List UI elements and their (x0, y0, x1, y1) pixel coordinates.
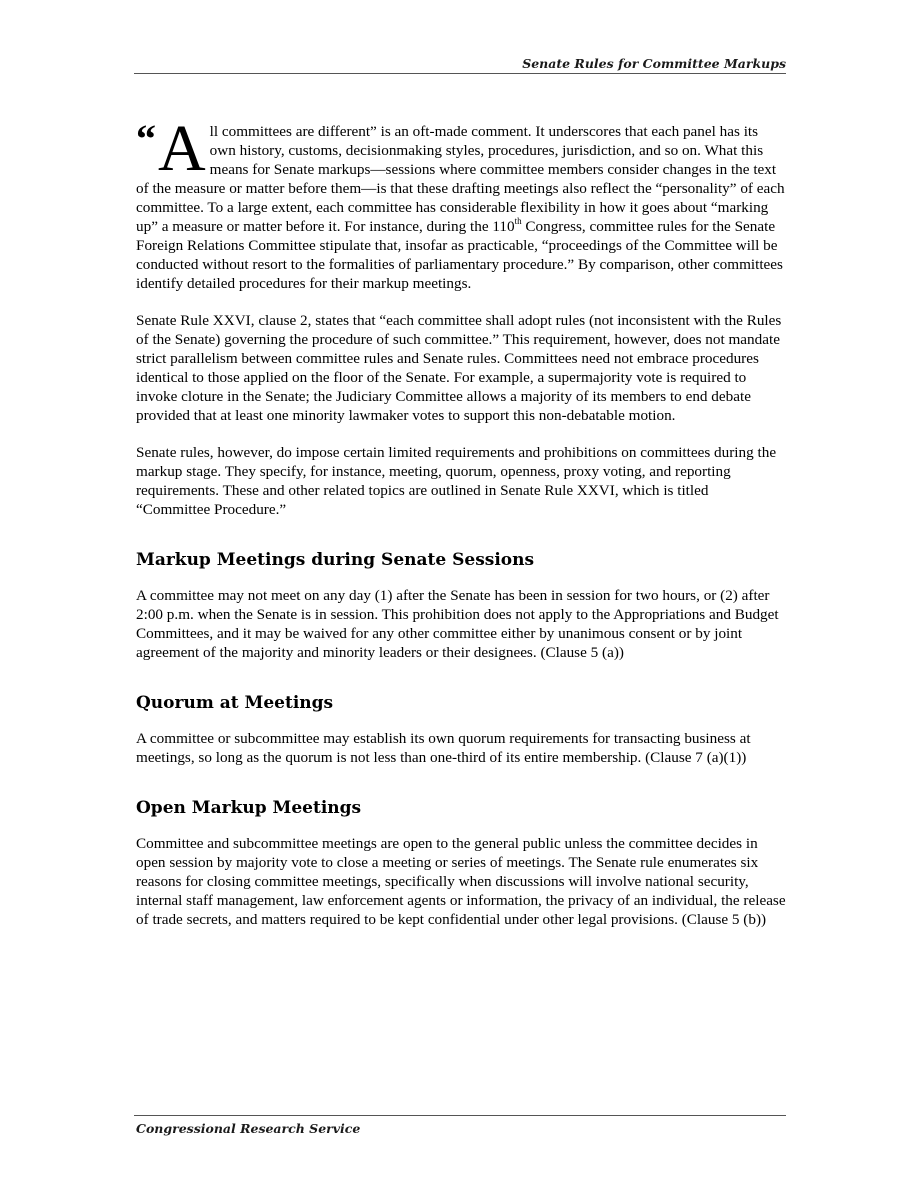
drop-cap (136, 112, 206, 185)
header-rule (134, 73, 786, 74)
intro-paragraph-3: Senate rules, however, do impose certain limited requirements and prohibitions on committees during the markup stage. They specify, for instance, meeting, quorum, openness, proxy voting, and reporting requirements. These and other related topics are outlined in Senate Rule XXVI, which is titled “Committee Procedure.” (136, 444, 777, 518)
intro-paragraph-1-text-b: Congress, committee rules for the Senate Foreign Relations Committee stipulate that, insofar as practicable, “proceedings of the Committee will be conducted without resort to the formalities of parliamentary procedure.” By comparison, other committees identify detailed procedures for their markup meetings. (136, 218, 783, 292)
section-text-quorum: A committee or subcommittee may establish its own quorum requirements for transacting business at meetings, so long as the quorum is not less than one-third of its entire membership. (Clause 7 (a)(1)) (136, 730, 751, 766)
running-header-title: Senate Rules for Committee Markups (522, 56, 786, 71)
intro-paragraph-1-text-a: ll committees are different” is an oft-made comment. It underscores that each panel has its own history, customs, decisionmaking styles, procedures, jurisdiction, and so on. What this means for Senate markups—sessions where committee members consider changes in the text of the measure or matter before them—is that these drafting meetings also reflect the “personality” of each committee. To a large extent, each committee has considerable flexibility in how it goes about “marking up” a measure or matter before it. For instance, during the 110 (136, 123, 785, 235)
section-heading-quorum: Quorum at Meetings (136, 693, 334, 713)
footer-rule (134, 1115, 786, 1116)
intro-paragraph-2: Senate Rule XXVI, clause 2, states that “each committee shall adopt rules (not inconsistent with the Rules of the Senate) governing the procedure of such committee.” This requirement, however, does not mandate strict parallelism between committee rules and Senate rules. Committees need not embrace procedures identical to those applied on the floor of the Senate. For example, a supermajority vote is required to invoke cloture in the Senate; the Judiciary Committee allows a majority of its members to end debate provided that at least one minority lawmaker votes to support this non-debatable motion. (136, 312, 782, 424)
running-footer: Congressional Research Service (136, 1121, 361, 1136)
document-body (136, 112, 786, 947)
section-heading-open-meetings: Open Markup Meetings (136, 798, 362, 818)
drop-cap-quote: “ (136, 116, 156, 161)
section-heading-markup-meetings: Markup Meetings during Senate Sessions (136, 550, 535, 570)
section-text-open-meetings: Committee and subcommittee meetings are open to the general public unless the committee decides in open session by majority vote to close a meeting or series of meetings. The Senate rule enumerates six reasons for closing committee meetings, specifically when discussions will involve national security, internal staff management, law enforcement agents or information, the privacy of an individual, the release of trade secrets, and matters required to be kept confidential under other legal provisions. (Clause 5 (b)) (136, 835, 786, 928)
drop-cap-letter: A (158, 112, 206, 185)
section-text-markup-meetings: A committee may not meet on any day (1) after the Senate has been in session for two hours, or (2) after 2:00 p.m. when the Senate is in session. This prohibition does not apply to the Appropriations and Budget Committees, and it may be waived for any other committee either by unanimous consent or by joint agreement of the majority and minority leaders or their designees. (Clause 5 (a)) (136, 587, 779, 661)
intro-paragraph-1 (136, 112, 786, 293)
ordinal-superscript: th (514, 215, 522, 226)
